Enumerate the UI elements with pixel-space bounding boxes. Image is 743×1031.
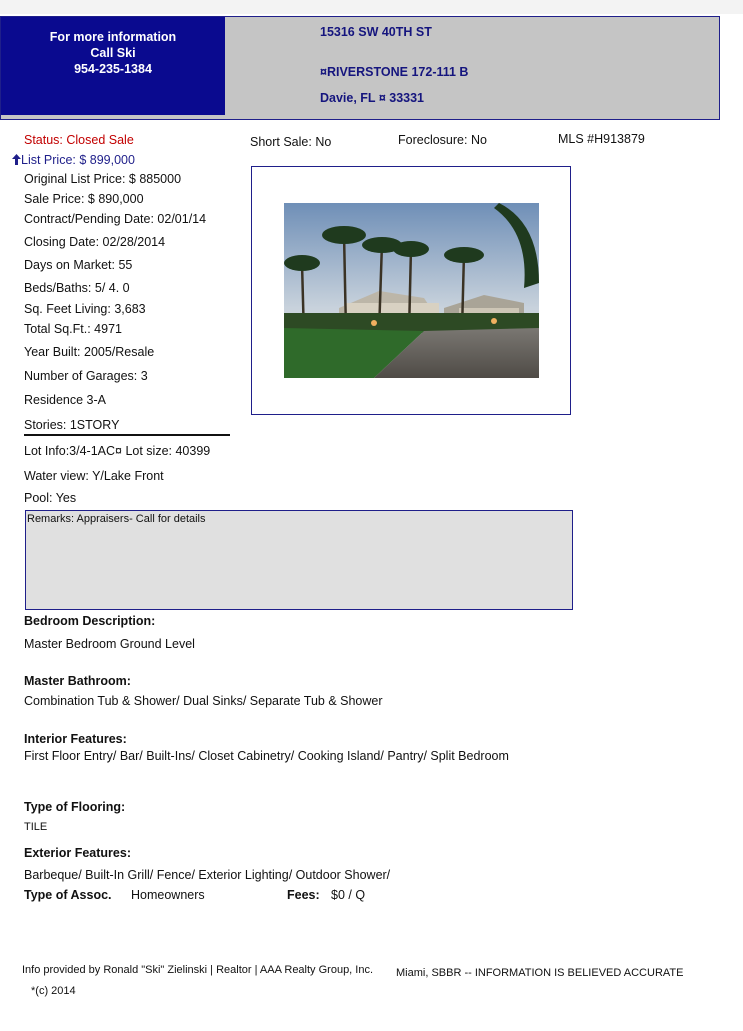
remarks-box: Remarks: Appraisers- Call for details — [25, 510, 573, 610]
status-badge: Status: Closed Sale — [24, 133, 134, 147]
closing-date: Closing Date: 02/28/2014 — [24, 235, 166, 249]
year-built: Year Built: 2005/Resale — [24, 345, 155, 359]
foreclosure: Foreclosure: No — [398, 133, 487, 147]
total-sqft: Total Sq.Ft.: 4971 — [24, 322, 122, 336]
top-strip — [0, 0, 743, 14]
divider — [24, 434, 230, 436]
bedroom-value: Master Bedroom Ground Level — [24, 637, 195, 651]
interior-heading: Interior Features: — [24, 732, 127, 746]
days-on-market: Days on Market: 55 — [24, 258, 133, 272]
assoc-heading: Type of Assoc. — [24, 888, 112, 902]
bath-heading: Master Bathroom: — [24, 674, 131, 688]
footer-copyright: *(c) 2014 — [31, 985, 76, 997]
exterior-value: Barbeque/ Built-In Grill/ Fence/ Exterior Lighting/ Outdoor Shower/ — [24, 868, 391, 882]
mls-number: MLS #H913879 — [558, 132, 645, 146]
footer-info: Info provided by Ronald "Ski" Zielinski | Realtor | AAA Realty Group, Inc. — [22, 964, 374, 976]
pool: Pool: Yes — [24, 491, 77, 505]
lot-info: Lot Info:3/4-1AC¤ Lot size: 40399 — [24, 444, 211, 458]
beds-baths: Beds/Baths: 5/ 4. 0 — [24, 281, 130, 295]
up-arrow-icon — [12, 154, 21, 165]
address-street: 15316 SW 40TH ST — [320, 25, 432, 39]
residence: Residence 3-A — [24, 393, 106, 407]
list-price-text: List Price: $ 899,000 — [21, 153, 135, 167]
flooring-heading: Type of Flooring: — [24, 800, 126, 814]
contact-phone: 954-235-1384 — [74, 62, 152, 76]
interior-value: First Floor Entry/ Bar/ Built-Ins/ Closet Cabinetry/ Cooking Island/ Pantry/ Split Bedroom — [24, 749, 509, 763]
contact-line-2: Call Ski — [90, 46, 136, 60]
flooring-value: TILE — [24, 821, 48, 833]
address-city: Davie, FL ¤ 33331 — [320, 91, 425, 105]
garages: Number of Garages: 3 — [24, 369, 148, 383]
address-subdivision: ¤RIVERSTONE 172-111 B — [320, 65, 469, 79]
bedroom-heading: Bedroom Description: — [24, 614, 156, 628]
contact-panel — [1, 17, 225, 115]
bath-value: Combination Tub & Shower/ Dual Sinks/ Separate Tub & Shower — [24, 694, 383, 708]
sale-price: Sale Price: $ 890,000 — [24, 192, 144, 206]
fees-value: $0 / Q — [331, 888, 366, 902]
list-price — [12, 153, 135, 167]
contract-date: Contract/Pending Date: 02/01/14 — [24, 212, 207, 226]
original-list-price: Original List Price: $ 885000 — [24, 172, 182, 186]
short-sale: Short Sale: No — [250, 135, 332, 149]
assoc-value: Homeowners — [131, 888, 205, 902]
exterior-heading: Exterior Features: — [24, 846, 131, 860]
water-view: Water view: Y/Lake Front — [24, 469, 164, 483]
contact-line-1: For more information — [49, 30, 177, 44]
fees-heading: Fees: — [287, 888, 320, 902]
stories: Stories: 1STORY — [24, 418, 120, 432]
footer-disclaimer: Miami, SBBR -- INFORMATION IS BELIEVED ACCURATE — [396, 967, 684, 979]
sqft-living: Sq. Feet Living: 3,683 — [24, 302, 146, 316]
property-photo[interactable] — [284, 203, 539, 378]
